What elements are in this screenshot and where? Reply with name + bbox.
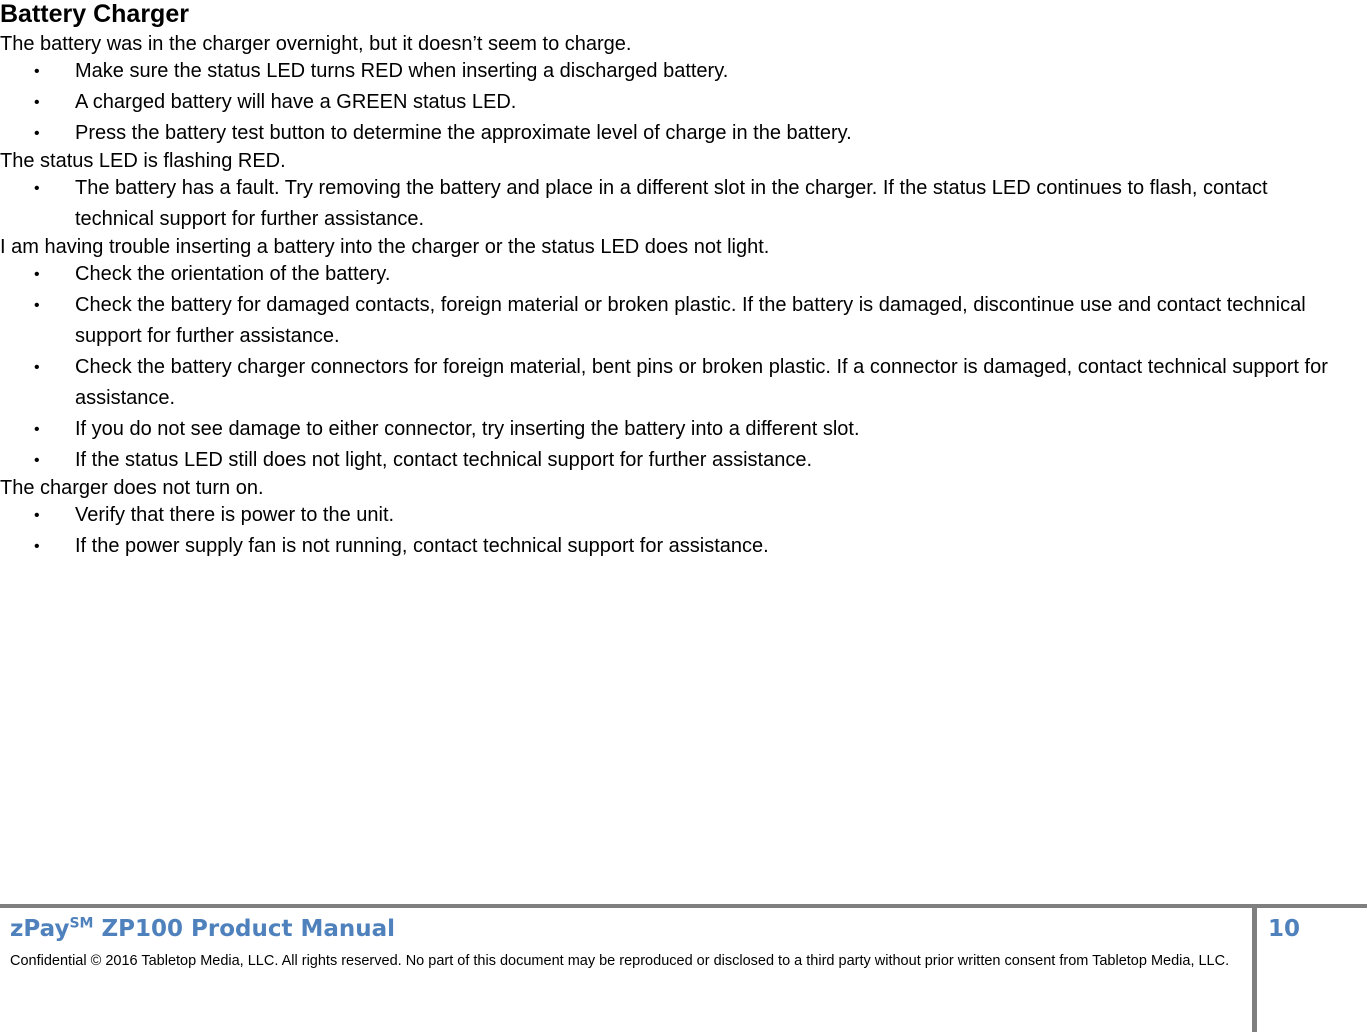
list-item: • If the status LED still does not light, contact technical support for further assistance.: [0, 445, 1340, 476]
list-item: • Check the orientation of the battery.: [0, 259, 1340, 290]
question-4: The charger does not turn on.: [0, 477, 264, 499]
page-footer: [0, 904, 1367, 1032]
question-1: The battery was in the charger overnight, but it doesn’t seem to charge.: [0, 33, 632, 55]
bullet-icon: •: [34, 507, 40, 524]
list-item: • If you do not see damage to either connector, try inserting the battery into a different slot.: [0, 414, 1340, 445]
question-3: I am having trouble inserting a battery into the charger or the status LED does not light.: [0, 236, 770, 258]
bullet-list-2: [0, 173, 1340, 235]
bullet-icon: •: [34, 297, 40, 314]
bullet-list-3: [0, 259, 1340, 476]
bullet-icon: •: [34, 94, 40, 111]
section-title: Battery Charger: [0, 0, 189, 28]
list-item: • Make sure the status LED turns RED when inserting a discharged battery.: [0, 56, 1340, 87]
page-number: 10: [1268, 916, 1301, 942]
list-item: • Check the battery charger connectors for foreign material, bent pins or broken plastic. If a connector is damaged, contact technical support for assistance.: [0, 352, 1340, 414]
bullet-icon: •: [34, 180, 40, 197]
product-manual-title: zPay℠ ZP100 Product Manual: [10, 915, 396, 942]
bullet-list-4: [0, 500, 1340, 562]
list-item: • Press the battery test button to determine the approximate level of charge in the battery.: [0, 118, 1340, 149]
list-item: • A charged battery will have a GREEN status LED.: [0, 87, 1340, 118]
bullet-icon: •: [34, 359, 40, 376]
list-item: • Verify that there is power to the unit.: [0, 500, 1340, 531]
bullet-icon: •: [34, 421, 40, 438]
bullet-icon: •: [34, 125, 40, 142]
bullet-icon: •: [34, 538, 40, 555]
bullet-icon: •: [34, 452, 40, 469]
confidentiality-notice: Confidential © 2016 Tabletop Media, LLC. All rights reserved. No part of this document may be reproduced or disclosed to a third party without prior written consent from Tabletop Media, LLC.: [10, 953, 1230, 969]
footer-divider: [0, 904, 1367, 908]
footer-vertical-divider: [1252, 908, 1257, 1032]
service-mark: SM: [69, 915, 94, 932]
list-item: • The battery has a fault. Try removing the battery and place in a different slot in the charger. If the status LED continues to flash, contact technical support for further assistance.: [0, 173, 1340, 235]
list-item: • Check the battery for damaged contacts, foreign material or broken plastic. If the battery is damaged, discontinue use and contact technical support for further assistance.: [0, 290, 1340, 352]
question-2: The status LED is flashing RED.: [0, 150, 286, 172]
list-item: • If the power supply fan is not running, contact technical support for assistance.: [0, 531, 1340, 562]
bullet-icon: •: [34, 266, 40, 283]
bullet-list-1: [0, 56, 1340, 149]
bullet-icon: •: [34, 63, 40, 80]
